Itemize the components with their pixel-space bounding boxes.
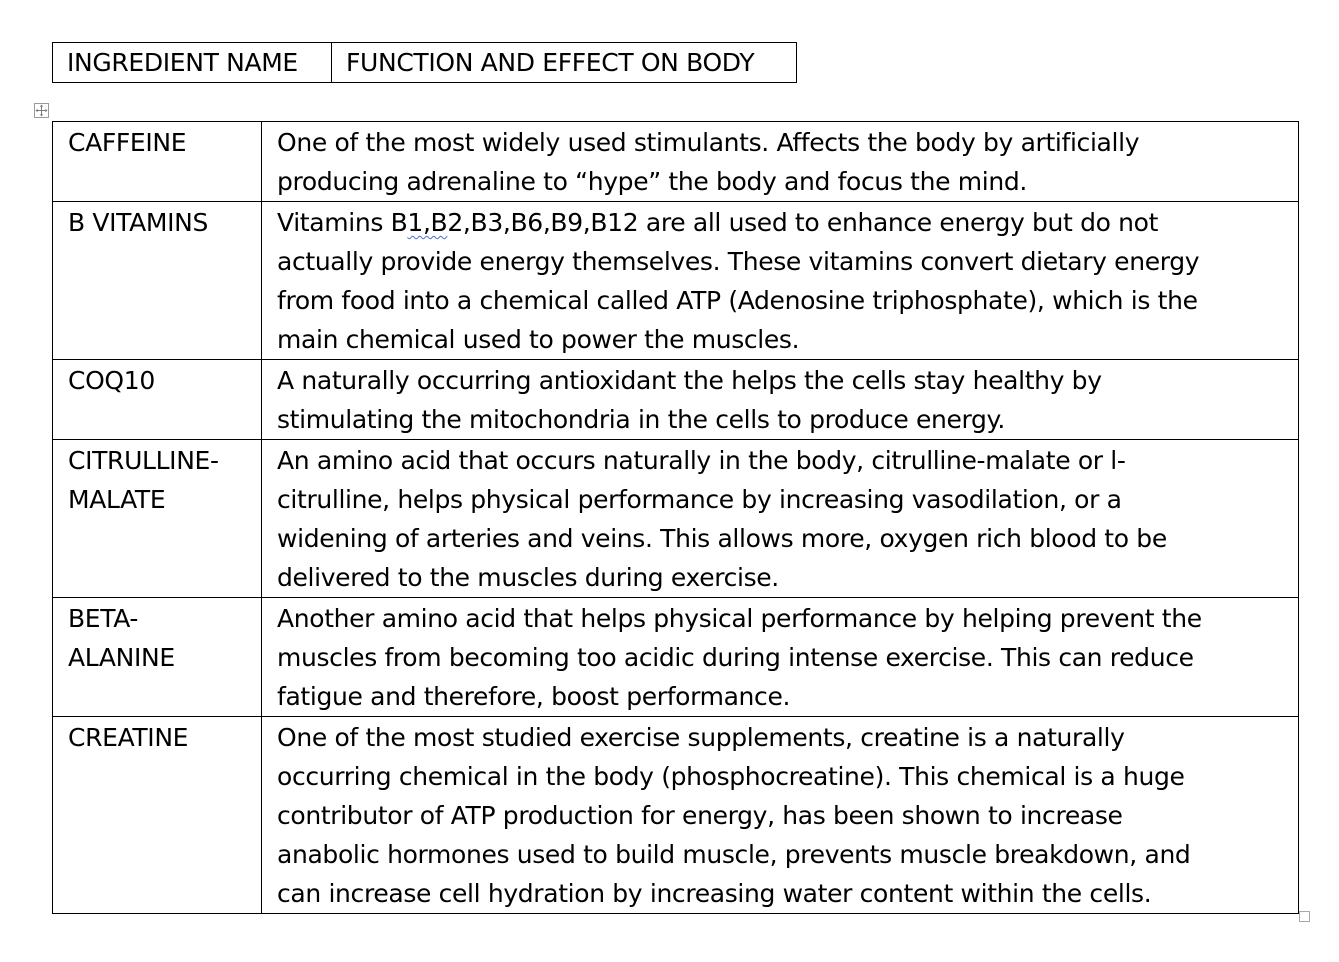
ingredient-name-cell[interactable] — [53, 440, 262, 598]
description-line: producing adrenaline to “hype” the body and focus the mind. — [277, 167, 1027, 196]
table-row — [53, 717, 1299, 914]
table-row — [53, 440, 1299, 598]
description-line: widening of arteries and veins. This allows more, oxygen rich blood to be — [277, 524, 1167, 553]
description-line: anabolic hormones used to build muscle, prevents muscle breakdown, and — [277, 840, 1191, 869]
ingredient-name-cell[interactable] — [53, 202, 262, 360]
resize-handle-icon[interactable] — [1299, 911, 1310, 922]
ingredient-name-line: CITRULLINE- — [68, 446, 219, 475]
ingredient-name-line: ALANINE — [68, 643, 175, 672]
description-text: Vitamins B — [277, 208, 408, 237]
description-text: 2,B3,B6,B9,B12 are all used to enhance energy but do not — [447, 208, 1159, 237]
header-row — [53, 43, 797, 83]
header-table — [52, 42, 797, 83]
function-effect-cell[interactable] — [262, 202, 1299, 360]
function-effect-cell[interactable] — [262, 122, 1299, 202]
description-line: An amino acid that occurs naturally in the body, citrulline-malate or l- — [277, 446, 1126, 475]
ingredient-name-line: CREATINE — [68, 723, 189, 752]
table-row — [53, 598, 1299, 717]
spellcheck-flagged-text: 1,B — [407, 208, 448, 237]
description-line: main chemical used to power the muscles. — [277, 325, 800, 354]
function-effect-cell[interactable] — [262, 360, 1299, 440]
move-arrows-icon[interactable] — [34, 103, 49, 118]
description-line: Another amino acid that helps physical performance by helping prevent the — [277, 604, 1202, 633]
description-line: citrulline, helps physical performance by increasing vasodilation, or a — [277, 485, 1122, 514]
table-row — [53, 360, 1299, 440]
function-effect-cell[interactable] — [262, 717, 1299, 914]
function-effect-cell[interactable] — [262, 598, 1299, 717]
ingredient-name-line: BETA- — [68, 604, 139, 633]
description-line: from food into a chemical called ATP (Adenosine triphosphate), which is the — [277, 286, 1198, 315]
description-line: One of the most studied exercise supplements, creatine is a naturally — [277, 723, 1125, 752]
description-line: occurring chemical in the body (phosphocreatine). This chemical is a huge — [277, 762, 1185, 791]
ingredient-name-line: B VITAMINS — [68, 208, 209, 237]
ingredient-name-cell[interactable] — [53, 122, 262, 202]
table-row — [53, 202, 1299, 360]
function-effect-cell[interactable] — [262, 440, 1299, 598]
description-line: muscles from becoming too acidic during intense exercise. This can reduce — [277, 643, 1194, 672]
ingredient-name-line: COQ10 — [68, 366, 155, 395]
header-ingredient-name[interactable]: INGREDIENT NAME — [53, 43, 332, 83]
ingredient-name-line: MALATE — [68, 485, 166, 514]
ingredients-table — [52, 121, 1299, 914]
description-line: A naturally occurring antioxidant the helps the cells stay healthy by — [277, 366, 1102, 395]
description-line — [277, 203, 1284, 242]
description-line: delivered to the muscles during exercise. — [277, 563, 779, 592]
table-row — [53, 122, 1299, 202]
ingredient-name-cell[interactable] — [53, 360, 262, 440]
ingredient-name-cell[interactable] — [53, 598, 262, 717]
ingredient-name-line: CAFFEINE — [68, 128, 187, 157]
description-line: can increase cell hydration by increasing water content within the cells. — [277, 879, 1152, 908]
ingredient-name-cell[interactable] — [53, 717, 262, 914]
description-line: actually provide energy themselves. These vitamins convert dietary energy — [277, 247, 1200, 276]
description-line: contributor of ATP production for energy, has been shown to increase — [277, 801, 1123, 830]
description-line: One of the most widely used stimulants. Affects the body by artificially — [277, 128, 1140, 157]
description-line: stimulating the mitochondria in the cells to produce energy. — [277, 405, 1006, 434]
description-line: fatigue and therefore, boost performance. — [277, 682, 791, 711]
header-function-effect[interactable]: FUNCTION AND EFFECT ON BODY — [332, 43, 797, 83]
